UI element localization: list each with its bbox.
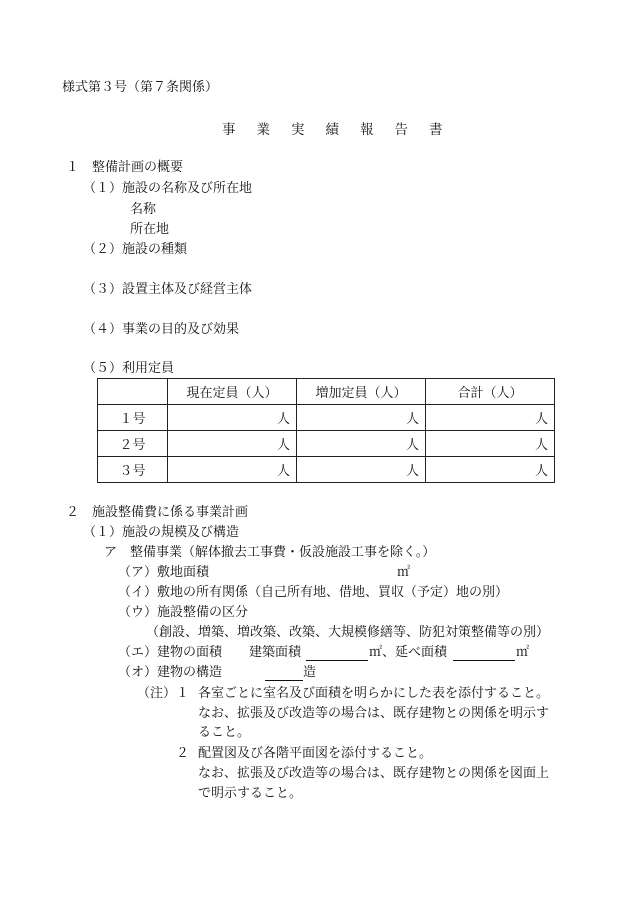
note1-line1: 各室ごとに室名及び面積を明らかにした表を添付すること。 [198, 686, 550, 701]
building-structure-label: （オ）建物の構造 [118, 665, 223, 680]
table-row [98, 431, 555, 457]
table-row [98, 457, 555, 483]
land-ownership-label: （イ）敷地の所有関係（自己所有地、借地、買収（予定）地の別） [118, 585, 509, 600]
construction-class-detail: （創設、増築、増改築、改築、大規模修繕等、防犯対策整備等の別） [146, 625, 550, 640]
table-header-row [98, 379, 555, 405]
item-facility-type: （２）施設の種類 [83, 242, 188, 257]
item-project: ア 整備事業（解体撤去工事費・仮設施設工事を除く。） [104, 545, 436, 560]
item-operator: （３）設置主体及び経営主体 [83, 282, 253, 297]
location-label: 所在地 [130, 222, 170, 237]
item-purpose: （４）事業の目的及び効果 [83, 322, 240, 337]
sqm-unit: ㎡ [516, 645, 530, 660]
structure-suffix: 造 [303, 665, 317, 680]
section2-heading: ２ 施設整備費に係る事業計画 [66, 505, 249, 520]
note2-line1: 配置図及び各階平面図を添付すること。 [198, 746, 433, 761]
construction-class-label: （ウ）施設整備の区分 [118, 605, 249, 620]
table-header-cell: 合計（人） [426, 379, 555, 405]
unit-cell: 人 [426, 431, 555, 457]
build-area-label: 建築面積 [249, 645, 302, 660]
building-area-label: （エ）建物の面積 [118, 645, 223, 660]
table-header-cell: 増加定員（人） [297, 379, 426, 405]
table-header-cell: 現在定員（人） [168, 379, 297, 405]
unit-cell: 人 [168, 431, 297, 457]
unit-cell: 人 [168, 457, 297, 483]
capacity-table [97, 378, 555, 483]
section1-heading: １ 整備計画の概要 [66, 160, 184, 175]
unit-cell: 人 [426, 457, 555, 483]
total-area-blank [453, 645, 515, 661]
unit-cell: 人 [297, 431, 426, 457]
unit-cell: 人 [297, 405, 426, 431]
table-row [98, 405, 555, 431]
page-title: 事業実績報告書 [222, 122, 464, 138]
row-label: ２号 [98, 431, 168, 457]
unit-cell: 人 [297, 457, 426, 483]
note1-line2: なお、拡張及び改造等の場合は、既存建物との関係を明示す [198, 706, 550, 721]
site-area-label: （ア）敷地面積 [118, 565, 210, 580]
unit-cell: 人 [426, 405, 555, 431]
sqm-unit: ㎡ [397, 565, 411, 580]
item-scale-structure: （１）施設の規模及び構造 [83, 525, 240, 540]
note-label: （注）１ [137, 686, 190, 701]
item-facility-name-location: （１）施設の名称及び所在地 [83, 181, 253, 196]
name-label: 名称 [130, 202, 157, 217]
form-label: 様式第３号（第７条関係） [62, 80, 219, 95]
row-label: １号 [98, 405, 168, 431]
note2-line2: なお、拡張及び改造等の場合は、既存建物との関係を図面上 [198, 766, 550, 781]
note2-line3: で明示すること。 [198, 786, 303, 801]
total-area-label: ㎡、延べ面積 [369, 645, 448, 660]
item-capacity: （５）利用定員 [83, 361, 175, 376]
table-header-cell [98, 379, 168, 405]
row-label: ３号 [98, 457, 168, 483]
structure-blank [265, 665, 303, 681]
build-area-blank [306, 645, 368, 661]
note2-number: ２ [176, 746, 190, 761]
note1-line3: ること。 [198, 725, 251, 740]
unit-cell: 人 [168, 405, 297, 431]
